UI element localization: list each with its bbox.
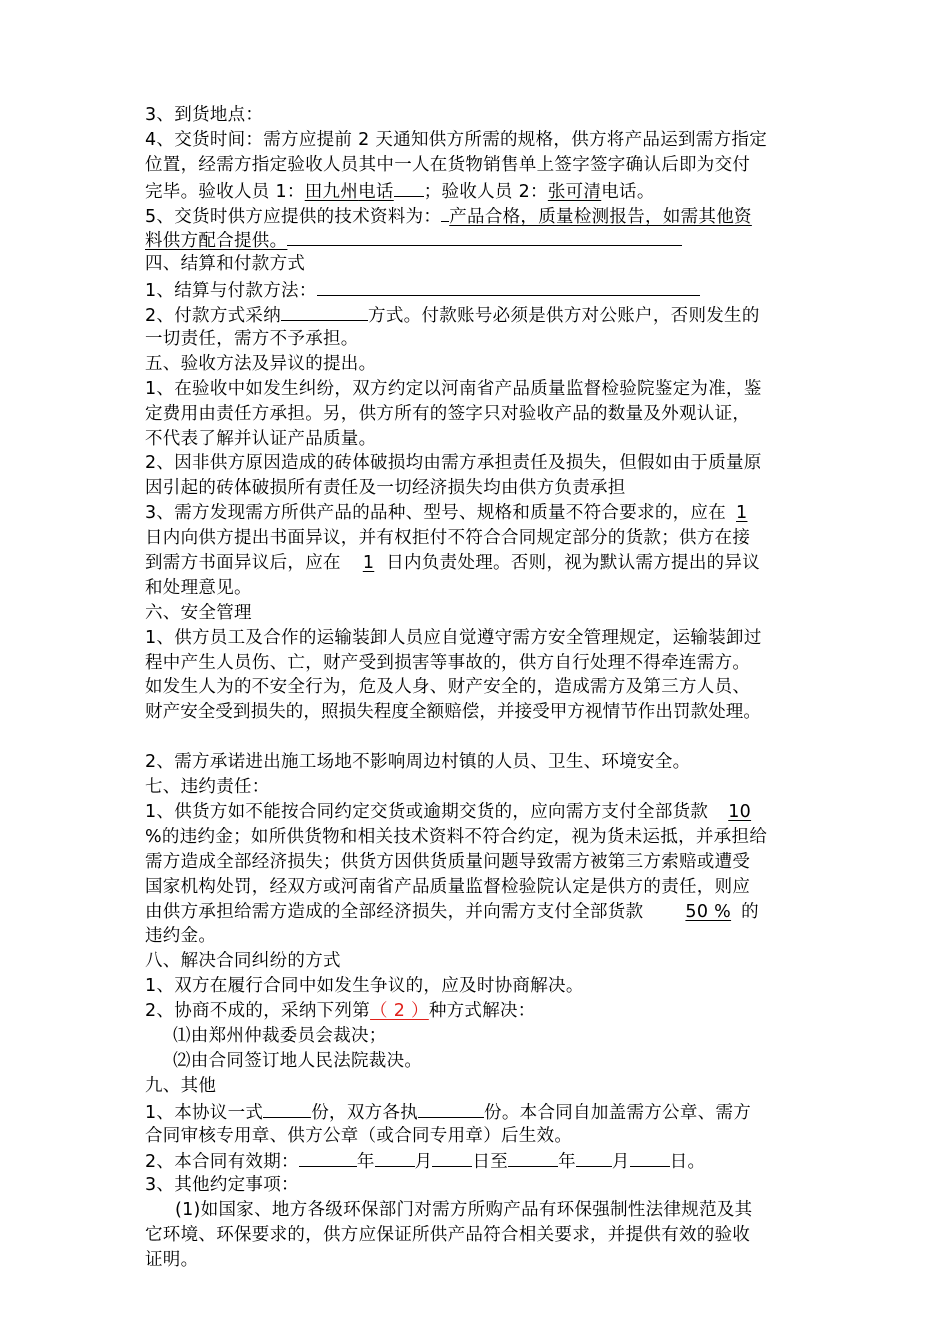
- section-heading: 五、验收方法及异议的提出。: [145, 353, 377, 374]
- line: 证明。: [145, 1249, 199, 1270]
- line: 日内向供方提出书面异议，并有权拒付不符合合同规定部分的货款；供方在接: [145, 528, 751, 549]
- line: 合同审核专用章、供方公章（或合同专用章）后生效。: [145, 1125, 573, 1146]
- section-heading: 九、其他: [145, 1075, 217, 1096]
- line: 和处理意见。: [145, 577, 252, 598]
- line: 完毕。验收人员 1：田九州电话 ；验收人员 2：张可清电话。: [145, 178, 825, 203]
- line: 4、交货时间：需方应提前 2 天通知供方所需的规格，供方将产品运到需方指定: [145, 129, 767, 150]
- line: 1、双方在履行合同中如发生争议的，应及时协商解决。: [145, 976, 584, 997]
- line: 不代表了解并认证产品质量。: [145, 428, 377, 449]
- selected-option: （ 2 ）: [370, 1001, 429, 1022]
- line: 2、付款方式采纳 方式。付款账号必须是供方对公账户，否则发生的: [145, 302, 825, 327]
- line: 1、供货方如不能按合同约定交货或逾期交货的，应向需方支付全部货款 10: [145, 801, 752, 822]
- line: 1、在验收中如发生纠纷，双方约定以河南省产品质量监督检验院鉴定为准，鉴: [145, 378, 762, 399]
- section-heading: 四、结算和付款方式: [145, 254, 306, 275]
- inspector-2-name: 张可清: [547, 181, 602, 202]
- line: 1、结算与付款方法：: [145, 277, 825, 302]
- line: 料供方配合提供。: [145, 227, 825, 252]
- line: ⑴由郑州仲裁委员会裁决；: [173, 1025, 387, 1046]
- line: 程中产生人员伤、亡，财产受到损害等事故的，供方自行处理不得牵连需方。: [145, 652, 751, 673]
- section-heading: 七、违约责任：: [145, 777, 270, 798]
- section-heading: 八、解决合同纠纷的方式: [145, 951, 341, 972]
- line: 1、本协议一式 份，双方各执 份。本合同自加盖需方公章、需方: [145, 1099, 825, 1124]
- line: 国家机构处罚，经双方或河南省产品质量监督检验院认定是供方的责任，则应: [145, 876, 751, 897]
- line: 因引起的砖体破损所有责任及一切经济损失均由供方负责承担: [145, 478, 626, 499]
- line: %的违约金；如所供货物和相关技术资料不符合约定，视为货未运抵，并承担给: [145, 826, 768, 847]
- line: 一切责任，需方不予承担。: [145, 329, 359, 350]
- line: 2、需方承诺进出施工场地不影响周边村镇的人员、卫生、环境安全。: [145, 752, 691, 773]
- line: ⑵由合同签订地人民法院裁决。: [173, 1050, 423, 1071]
- line: 3、其他约定事项：: [145, 1175, 299, 1196]
- line: 5、交货时供方应提供的技术资料为： 产品合格，质量检测报告，如需其他资: [145, 203, 825, 228]
- line: 需方造成全部经济损失；供货方因供货质量问题导致需方被第三方索赔或遭受: [145, 851, 751, 872]
- line: 到需方书面异议后，应在 1 日内负责处理。否则，视为默认需方提出的异议: [145, 553, 761, 574]
- line: 定费用由责任方承担。另，供方所有的签字只对验收产品的数量及外观认证，: [145, 403, 751, 424]
- line: 如发生人为的不安全行为，危及人身、财产安全的，造成需方及第三方人员、: [145, 677, 751, 698]
- line: 3、到货地点：: [145, 105, 264, 125]
- section-heading: 六、安全管理: [145, 602, 252, 623]
- line: 2、本合同有效期： 年 月 日至 年 月 日。: [145, 1148, 825, 1173]
- contract-page: [145, 103, 825, 1273]
- line: 违约金。: [145, 926, 217, 947]
- line: 2、因非供方原因造成的砖体破损均由需方承担责任及损失，但假如由于质量原: [145, 453, 762, 474]
- line: 它环境、环保要求的，供方应保证所供产品符合相关要求，并提供有效的验收: [145, 1225, 751, 1246]
- line: 由供方承担给需方造成的全部经济损失，并向需方支付全部货款 50 % 的: [145, 901, 759, 922]
- line: 3、需方发现需方所供产品的品种、型号、规格和质量不符合要求的，应在 1: [145, 503, 748, 524]
- line: 财产安全受到损失的，照损失程度全额赔偿，并接受甲方视情节作出罚款处理。: [145, 702, 761, 723]
- line: 1、供方员工及合作的运输装卸人员应自觉遵守需方安全管理规定，运输装卸过: [145, 627, 762, 648]
- line: (1)如国家、地方各级环保部门对需方所购产品有环保强制性法律规范及其: [175, 1200, 753, 1221]
- line: 2、协商不成的，采纳下列第（ 2 ）种方式解决：: [145, 1001, 536, 1022]
- line: 位置，经需方指定验收人员其中一人在货物销售单上签字签字确认后即为交付: [145, 154, 751, 175]
- inspector-1-name: 田九州: [304, 181, 359, 202]
